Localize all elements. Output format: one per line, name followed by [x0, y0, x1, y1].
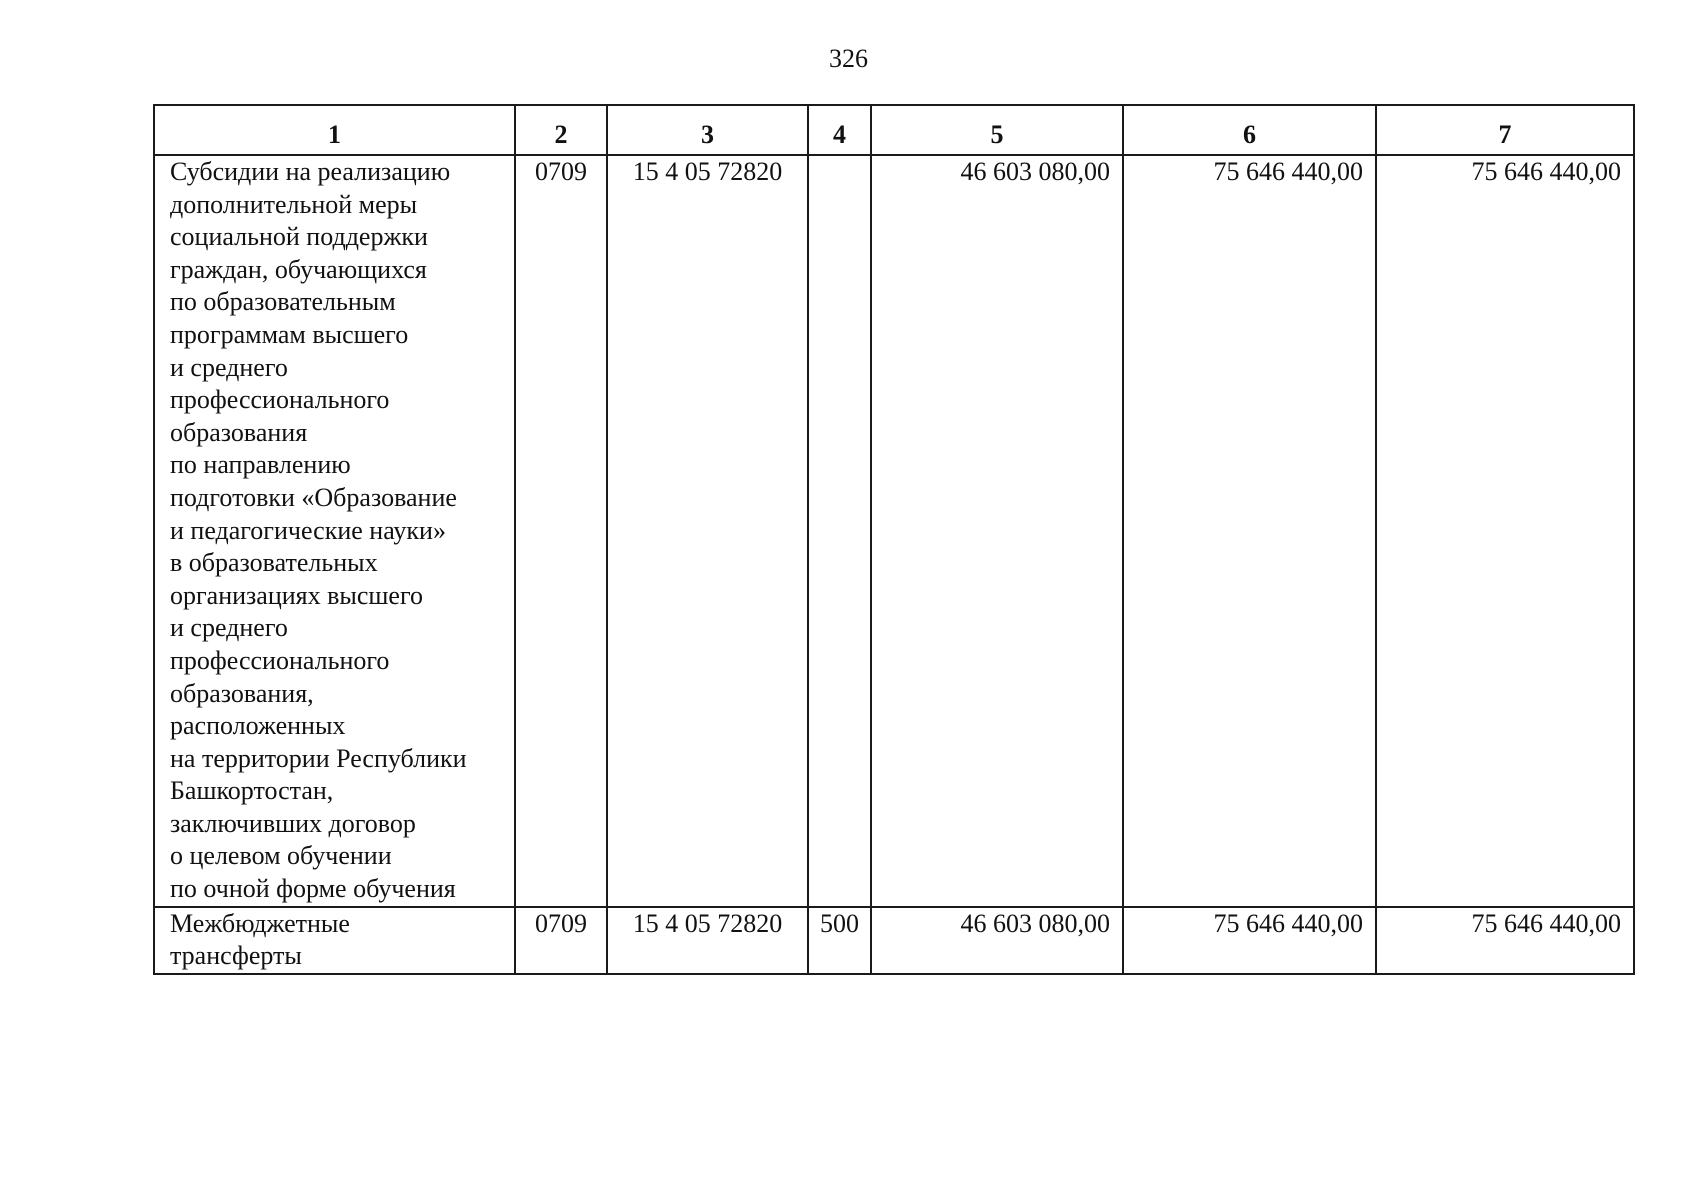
row-name-cell: Субсидии на реализацию дополнительной меры социальной поддержки граждан, обучающихся по образовательным программам высшего и среднего профессионального образования по направлению подготовки «Образование и педагогические науки» в образовательных организациях высшего и среднего профессионального образования, расположенных на территории Республики Башкортостан, заключивших договор о целевом обучении по очной форме обучения	[154, 155, 515, 907]
expense-type-cell	[808, 155, 871, 907]
amount-year2-cell: 75 646 440,00	[1123, 907, 1376, 974]
page-number: 326	[829, 44, 868, 73]
header-col-5: 5	[871, 105, 1123, 155]
target-article-cell: 15 4 05 72820	[607, 155, 808, 907]
header-col-6: 6	[1123, 105, 1376, 155]
amount-year3-cell: 75 646 440,00	[1376, 907, 1634, 974]
amount-year2-cell: 75 646 440,00	[1123, 155, 1376, 907]
table-row	[154, 155, 1634, 907]
header-col-2: 2	[515, 105, 607, 155]
header-col-7: 7	[1376, 105, 1634, 155]
header-col-4: 4	[808, 105, 871, 155]
expense-type-cell: 500	[808, 907, 871, 974]
header-col-1: 1	[154, 105, 515, 155]
section-code-cell: 0709	[515, 155, 607, 907]
amount-year1-cell: 46 603 080,00	[871, 155, 1123, 907]
table-row	[154, 907, 1634, 974]
target-article-cell: 15 4 05 72820	[607, 907, 808, 974]
amount-year3-cell: 75 646 440,00	[1376, 155, 1634, 907]
amount-year1-cell: 46 603 080,00	[871, 907, 1123, 974]
row-name-cell: Межбюджетные трансферты	[154, 907, 515, 974]
budget-table	[153, 104, 1635, 975]
header-col-3: 3	[607, 105, 808, 155]
section-code-cell: 0709	[515, 907, 607, 974]
table-header-row	[154, 105, 1634, 155]
